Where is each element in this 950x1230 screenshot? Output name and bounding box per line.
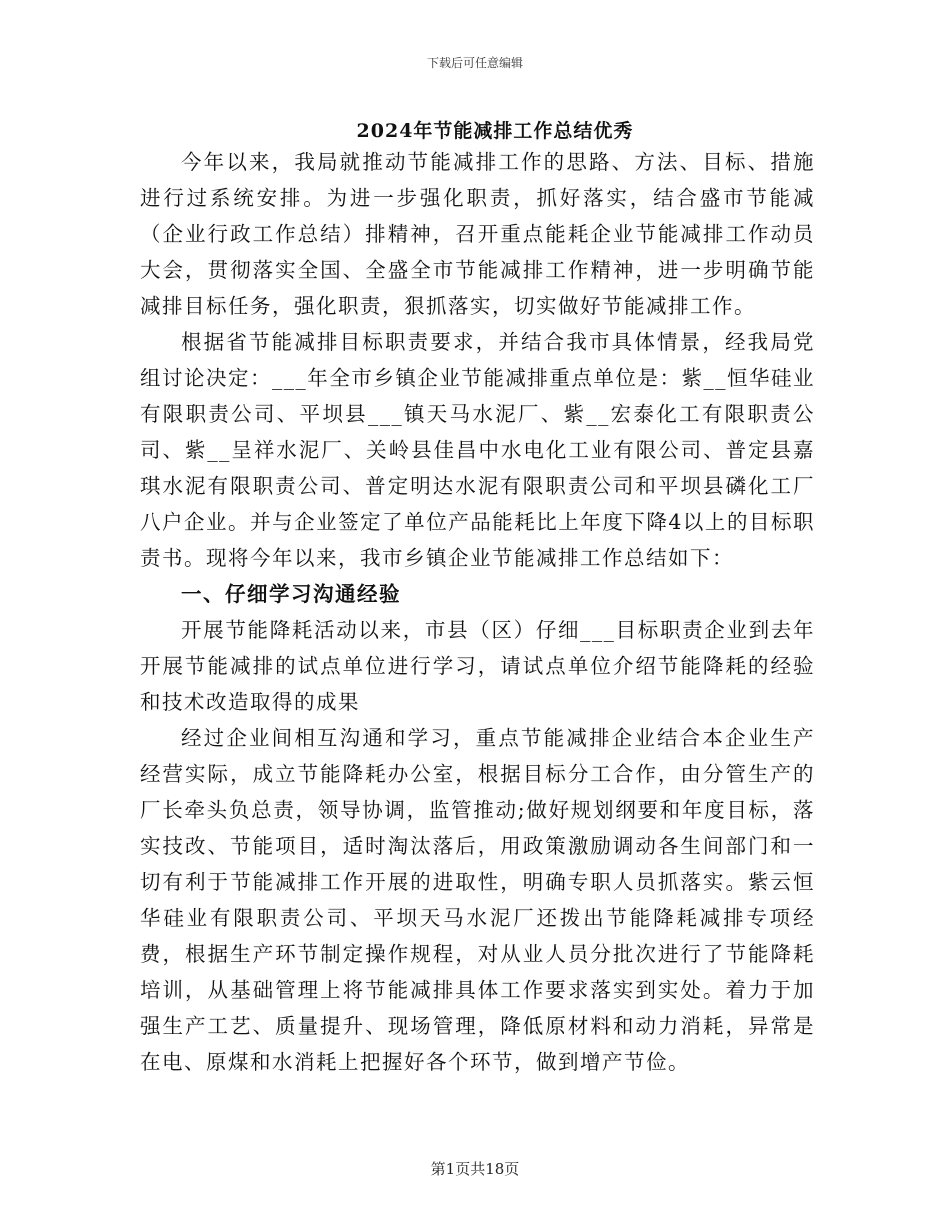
section-heading-1: 一、仔细学习沟通经验 xyxy=(181,582,401,606)
paragraph-key-units: 根据省节能减排目标职责要求，并结合我市具体情景，经我局党组讨论决定：___年全市乡镇企业节能减排重点单位是：紫__恒华硅业有限职责公司、平坝县___镇天马水泥厂、紫__宏泰化工有限职责公司、紫__呈祥水泥厂、关岭县佳昌中水电化工业有限公司、普定县嘉琪水泥有限职责公司、普定明达水泥有限职责公司和平坝县磷化工厂八户企业。并与企业签定了单位产品能耗比上年度下降4以上的目标职责书。现将今年以来，我市乡镇企业节能减排工作总结如下： xyxy=(140,330,815,570)
paragraph-intro: 今年以来，我局就推动节能减排工作的思路、方法、目标、措施进行过系统安排。为进一步强化职责，抓好落实，结合盛市节能减（企业行政工作总结）排精神，召开重点能耗企业节能减排工作动员大会，贯彻落实全国、全盛全市节能减排工作精神，进一步明确节能减排目标任务，强化职责，狠抓落实，切实做好节能减排工作。 xyxy=(140,150,815,318)
page-number: 第1页共18页 xyxy=(430,1160,520,1178)
document-body xyxy=(140,144,815,1080)
paragraph-section1-b: 经过企业间相互沟通和学习，重点节能减排企业结合本企业生产经营实际，成立节能降耗办公室，根据目标分工合作，由分管生产的厂长牵头负总责，领导协调，监管推动;做好规划纲要和年度目标，落实技改、节能项目，适时淘汰落后，用政策激励调动各生间部门和一切有利于节能减排工作开展的进取性，明确专职人员抓落实。紫云恒华硅业有限职责公司、平坝天马水泥厂还拨出节能降耗减排专项经费，根据生产环节制定操作规程，对从业人员分批次进行了节能降耗培训，从基础管理上将节能减排具体工作要求落实到实处。着力于加强生产工艺、质量提升、现场管理，降低原材料和动力消耗，异常是在电、原煤和水消耗上把握好各个环节，做到增产节俭。 xyxy=(140,726,815,1074)
header-note: 下载后可任意编辑 xyxy=(426,56,523,70)
document-title: 2024年节能减排工作总结优秀 xyxy=(356,120,634,142)
paragraph-section1-a: 开展节能降耗活动以来，市县（区）仔细___目标职责企业到去年开展节能减排的试点单位进行学习，请试点单位介绍节能降耗的经验和技术改造取得的成果 xyxy=(140,618,815,714)
